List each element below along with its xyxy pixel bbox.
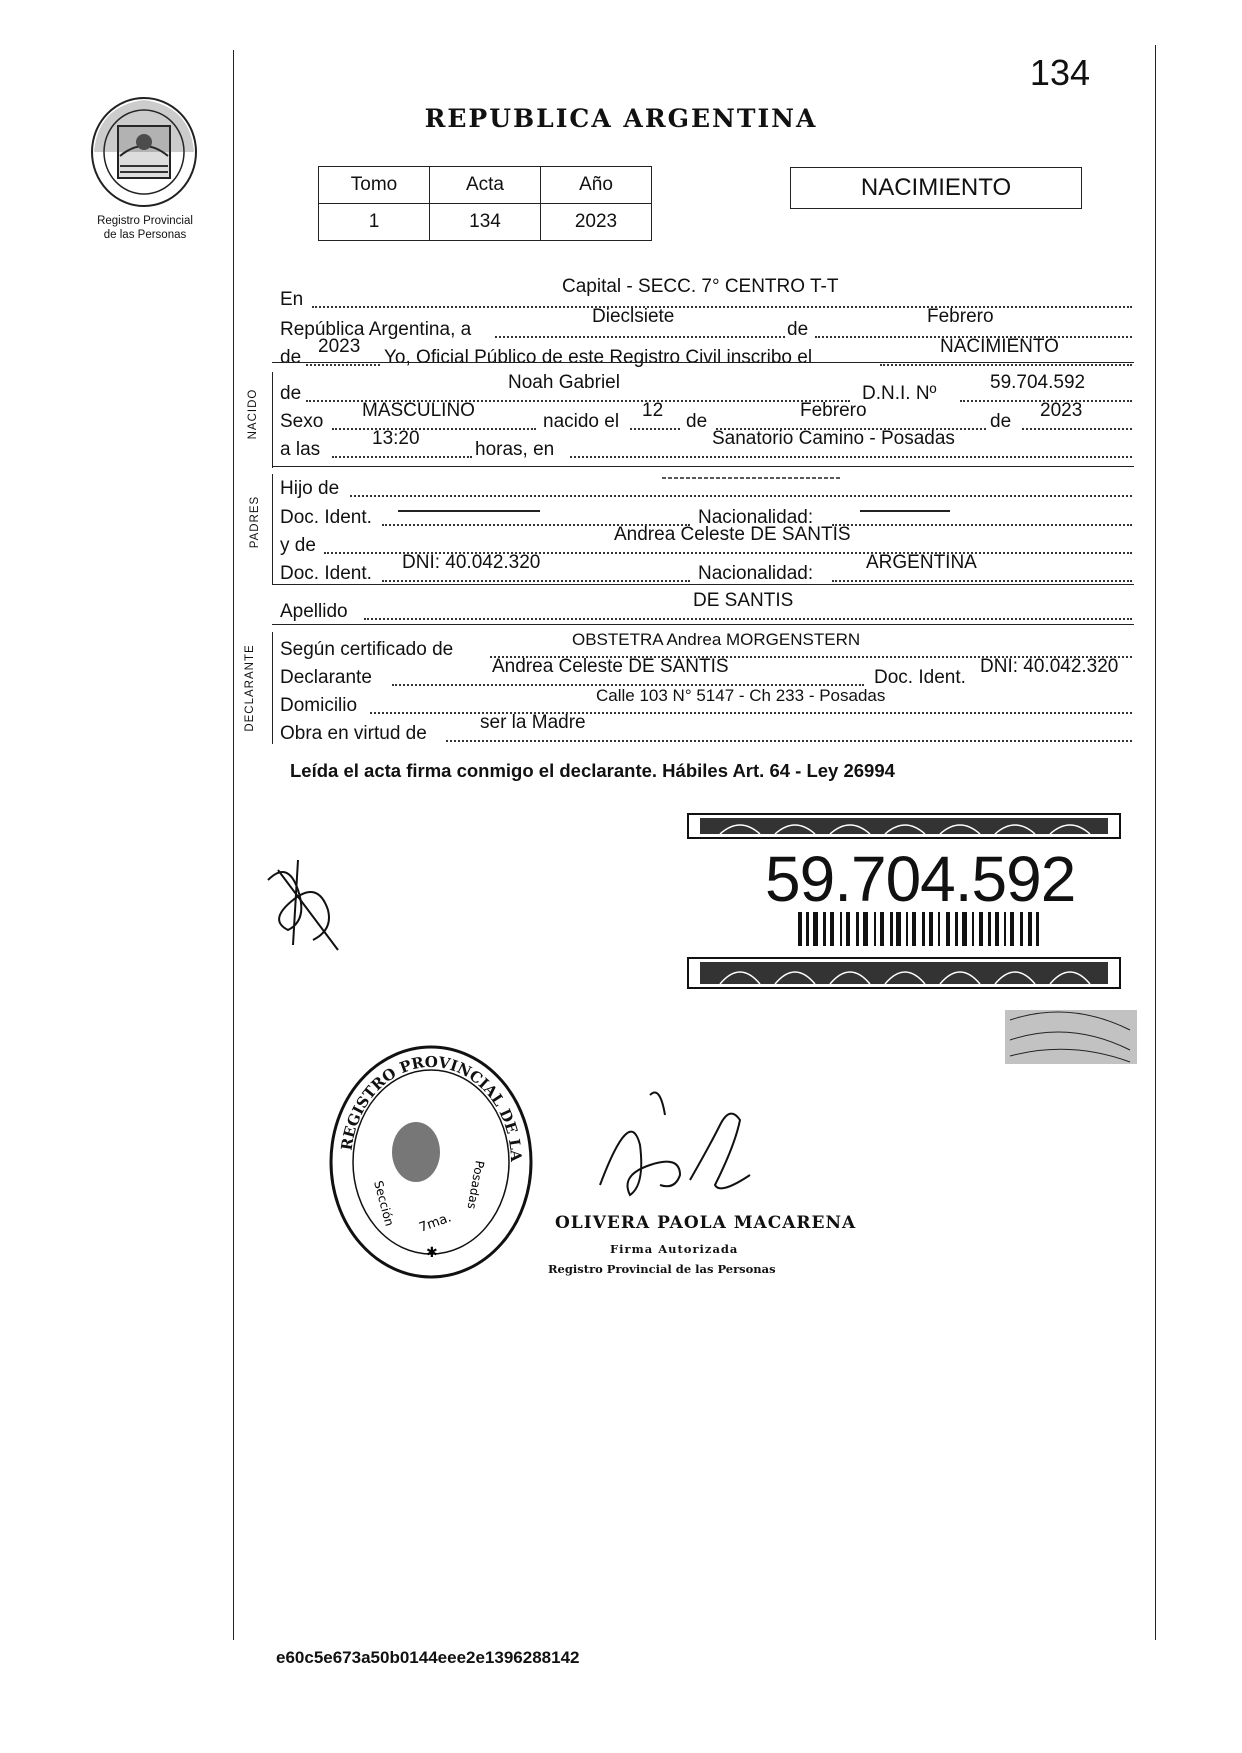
declarante-value: Andrea Celeste DE SANTIS: [492, 656, 729, 677]
document-title: REPUBLICA ARGENTINA: [424, 104, 818, 133]
dni-label: D.N.I. Nº: [862, 383, 937, 404]
domicilio-label: Domicilio: [280, 695, 358, 716]
official-stamp: [319, 1028, 536, 1282]
stamp-ring-text: REGISTRO PROVINCIAL DE LAS PERSONAS: [319, 1028, 526, 1163]
declarante-label: Declarante: [280, 667, 372, 688]
nacido-de-label: de: [280, 383, 302, 404]
nacionalidad2-label: Nacionalidad:: [698, 563, 814, 584]
nacido-el-label: nacido el: [543, 411, 620, 432]
nacido-dia-value: 12: [642, 400, 664, 421]
segun-label: Según certificado de: [280, 639, 454, 660]
document-hash: e60c5e673a50b0144eee2e1396288142: [276, 1648, 580, 1667]
hora-value: 13:20: [372, 428, 420, 449]
obra-label: Obra en virtud de: [280, 723, 427, 744]
nacionalidad-label: Nacionalidad:: [698, 507, 814, 528]
madre-value: Andrea Celeste DE SANTIS: [614, 524, 851, 545]
official-signature: [590, 1085, 760, 1225]
nacido-section-label: NACIDO: [247, 388, 259, 440]
table-cell: 1: [319, 204, 430, 241]
madre-nac-value: ARGENTINA: [866, 552, 977, 573]
en-label: En: [280, 289, 304, 310]
footer-text: Leída el acta firma conmigo el declarante. Hábiles Art. 64 - Ley 26994: [290, 760, 895, 781]
anio-value: 2023: [318, 336, 361, 357]
nombre-value: Noah Gabriel: [508, 372, 620, 393]
doc-ident2-label: Doc. Ident.: [280, 563, 372, 584]
signatory-role: Firma Autorizada: [610, 1242, 739, 1256]
acta-type-box: NACIMIENTO: [790, 167, 1082, 209]
en-value: Capital - SECC. 7° CENTRO T-T: [562, 276, 839, 297]
decl-doc-label: Doc. Ident.: [874, 667, 966, 688]
de2-label: de: [280, 347, 302, 368]
table-header: Año: [541, 167, 652, 204]
signatory-name: OLIVERA PAOLA MACARENA: [555, 1213, 857, 1233]
nacido-anio-value: 2023: [1040, 400, 1083, 421]
inscribo-value: NACIMIENTO: [940, 336, 1059, 357]
nacido-de3-label: de: [990, 411, 1012, 432]
stamp-inner-left: Sección: [371, 1179, 397, 1228]
alas-label: a las: [280, 439, 321, 460]
sexo-label: Sexo: [280, 411, 324, 432]
oficial-text: Yo, Oficial Público de este Registro Civil inscribo el: [384, 347, 813, 368]
padres-section-label: PADRES: [249, 495, 261, 549]
dia-value: Dieclsiete: [592, 306, 675, 327]
stamp-inner-right: Posadas: [464, 1159, 487, 1211]
madre-doc-value: DNI: 40.042.320: [402, 552, 541, 573]
sexo-value: MASCULINO: [362, 400, 475, 421]
registro-line1: Registro Provincial: [97, 215, 193, 227]
registro-line2: de las Personas: [103, 229, 187, 241]
nacido-mes-value: Febrero: [800, 400, 867, 421]
hijo-de-label: Hijo de: [280, 478, 340, 499]
segun-value: OBSTETRA Andrea MORGENSTERN: [572, 630, 861, 649]
de-label: de: [787, 319, 809, 340]
page-number: 134: [1029, 52, 1090, 93]
table-cell: 2023: [541, 204, 652, 241]
republica-label: República Argentina, a: [280, 319, 472, 340]
domicilio-value: Calle 103 N° 5147 - Ch 233 - Posadas: [596, 686, 886, 705]
declarante-section-label: DECLARANTE: [244, 644, 256, 732]
nacido-de2-label: de: [686, 411, 708, 432]
doc-ident-label: Doc. Ident.: [280, 507, 372, 528]
signatory-registro: Registro Provincial de las Personas: [548, 1262, 776, 1276]
obra-value: ser la Madre: [480, 712, 586, 733]
table-header: Acta: [430, 167, 541, 204]
apellido-value: DE SANTIS: [693, 590, 794, 611]
table-header: Tomo: [319, 167, 430, 204]
table-cell: 134: [430, 204, 541, 241]
dni-value: 59.704.592: [990, 372, 1086, 393]
horas-en-label: horas, en: [475, 439, 555, 460]
mes-value: Febrero: [927, 306, 994, 327]
stamp-star: ✱: [426, 1245, 438, 1261]
nacido-lugar-value: Sanatorio Camino - Posadas: [712, 428, 955, 449]
decl-doc-value: DNI: 40.042.320: [980, 656, 1119, 677]
y-de-label: y de: [280, 535, 316, 556]
apellido-label: Apellido: [280, 601, 348, 622]
stamp-inner-bottom: 7ma.: [417, 1210, 454, 1236]
declarant-signature: [258, 850, 358, 960]
barcode-number: 59.704.592: [765, 843, 1076, 915]
